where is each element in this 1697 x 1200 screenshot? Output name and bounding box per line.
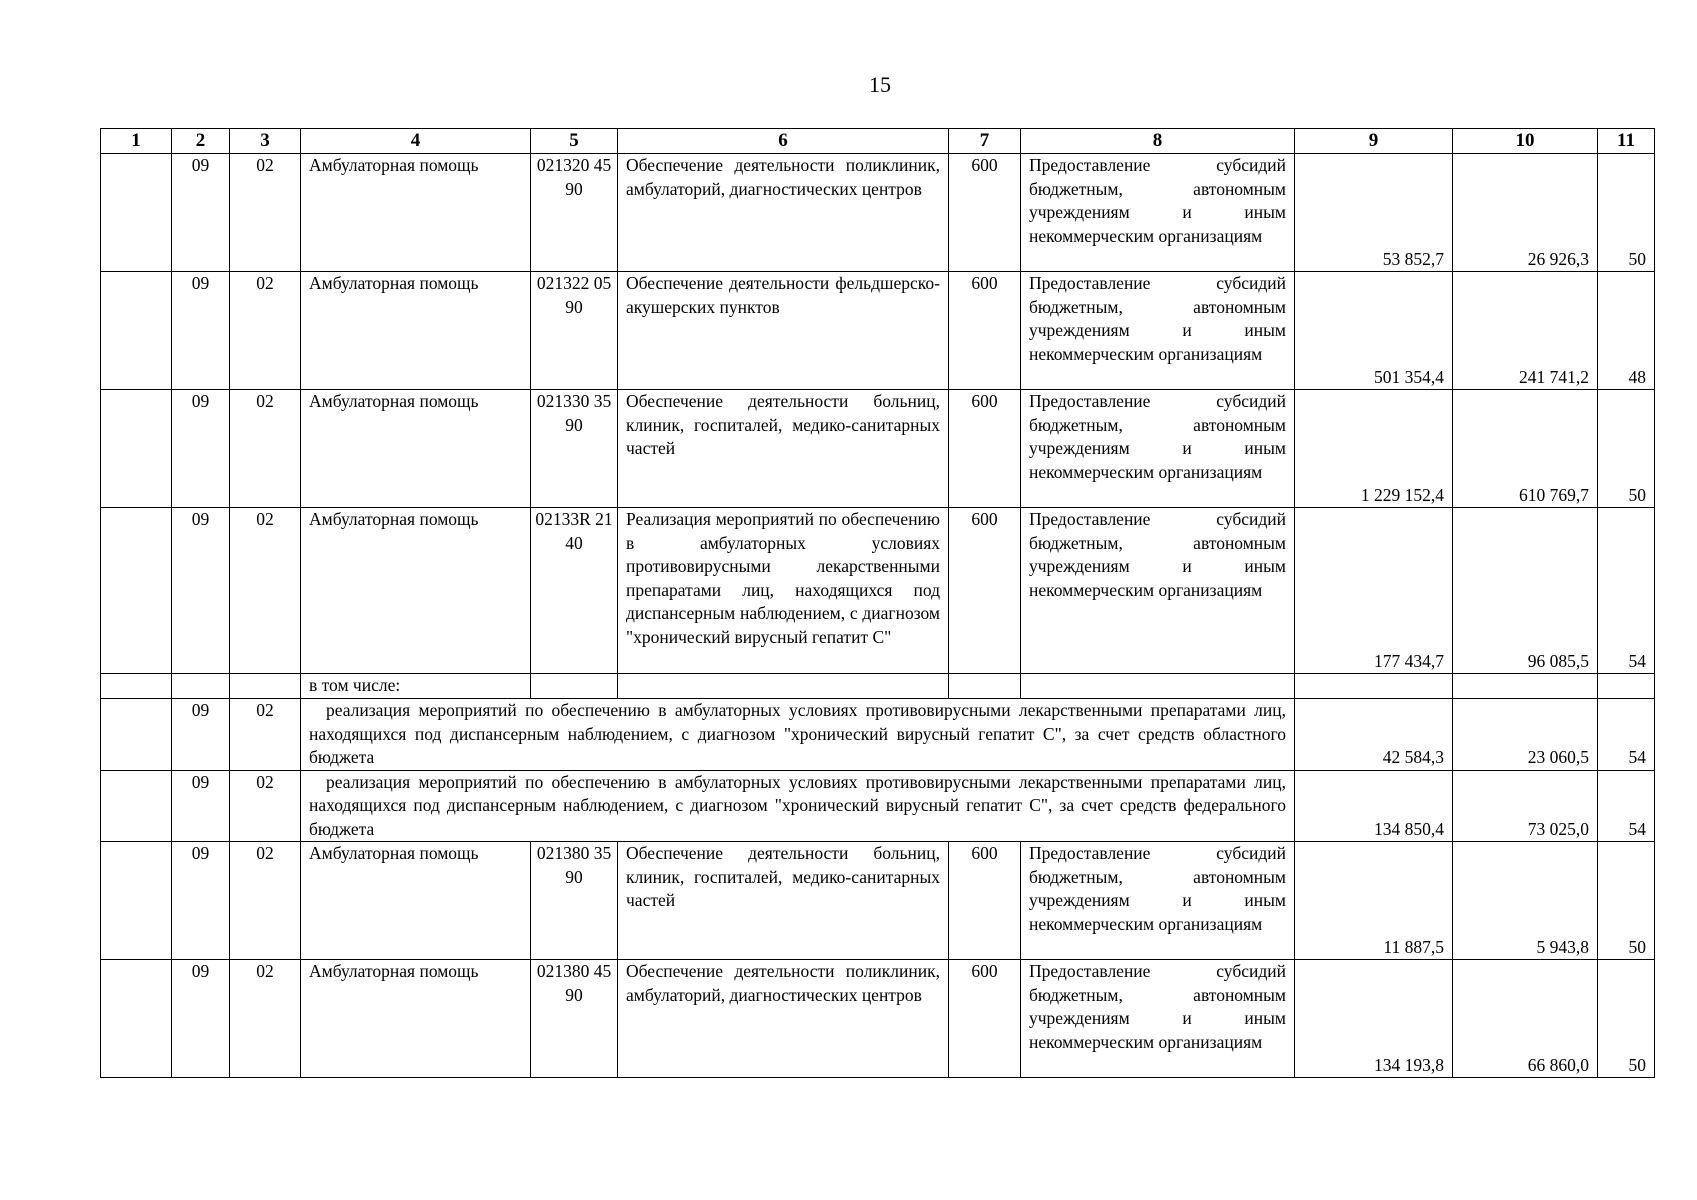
target-article-name-cell: Обеспечение деятельности больниц, клиник, госпиталей, медико-санитарных частей: [618, 390, 949, 508]
subsection-name-cell: Амбулаторная помощь: [301, 508, 531, 674]
target-article-cell: 021380 3590: [531, 842, 618, 960]
header-cell: 1: [101, 129, 172, 154]
target-article-name-cell: Обеспечение деятельности фельдшерско-акушерских пунктов: [618, 272, 949, 390]
header-cell: 7: [949, 129, 1021, 154]
expense-type-name-cell: Предоставление субсидий бюджетным, автономным учреждениям и иным некоммерческим организациям: [1021, 508, 1295, 674]
table-row: [101, 390, 1655, 508]
amount-cell: 23 060,5: [1453, 699, 1598, 771]
table-cell: [101, 508, 172, 674]
target-article-name-cell: Обеспечение деятельности больниц, клиник, госпиталей, медико-санитарных частей: [618, 842, 949, 960]
expense-type-cell: 600: [949, 390, 1021, 508]
table-cell: [101, 960, 172, 1078]
subsection-name-cell: Амбулаторная помощь: [301, 272, 531, 390]
expense-type-name-cell: Предоставление субсидий бюджетным, автономным учреждениям и иным некоммерческим организациям: [1021, 390, 1295, 508]
subsection-code-cell: [230, 674, 301, 699]
section-code-cell: 09: [172, 508, 230, 674]
amount-cell: 96 085,5: [1453, 508, 1598, 674]
table-row: [101, 508, 1655, 674]
target-article-name-cell: Обеспечение деятельности поликлиник, амбулаторий, диагностических центров: [618, 154, 949, 272]
section-code-cell: 09: [172, 699, 230, 771]
page-number: 15: [869, 72, 891, 97]
amount-cell: 11 887,5: [1295, 842, 1453, 960]
table-cell: [531, 674, 618, 699]
subsection-code-cell: 02: [230, 508, 301, 674]
section-code-cell: 09: [172, 960, 230, 1078]
section-code-cell: 09: [172, 272, 230, 390]
percent-cell: 54: [1598, 508, 1655, 674]
header-cell: 9: [1295, 129, 1453, 154]
expense-type-cell: 600: [949, 154, 1021, 272]
section-code-cell: 09: [172, 770, 230, 842]
header-cell: 2: [172, 129, 230, 154]
header-cell: 11: [1598, 129, 1655, 154]
subsection-code-cell: 02: [230, 960, 301, 1078]
subsection-code-cell: 02: [230, 842, 301, 960]
amount-cell: 1 229 152,4: [1295, 390, 1453, 508]
target-article-cell: 021380 4590: [531, 960, 618, 1078]
target-article-name-cell: Реализация мероприятий по обеспечению в амбулаторных условиях противовирусными лекарственными препаратами лиц, находящихся под диспансерным наблюдением, с диагнозом "хронический вирусный гепатит С": [618, 508, 949, 674]
table-cell: [949, 674, 1021, 699]
table-row: [101, 674, 1655, 699]
percent-cell: 50: [1598, 842, 1655, 960]
amount-cell: 53 852,7: [1295, 154, 1453, 272]
table-cell: [101, 154, 172, 272]
amount-cell: 134 850,4: [1295, 770, 1453, 842]
table-row: [101, 842, 1655, 960]
table-cell: [101, 674, 172, 699]
expense-type-cell: 600: [949, 508, 1021, 674]
subsection-name-cell: Амбулаторная помощь: [301, 154, 531, 272]
percent-cell: 50: [1598, 390, 1655, 508]
expense-type-name-cell: Предоставление субсидий бюджетным, автономным учреждениям и иным некоммерческим организациям: [1021, 272, 1295, 390]
header-cell: 5: [531, 129, 618, 154]
table-row: [101, 770, 1655, 842]
header-cell: 8: [1021, 129, 1295, 154]
table-cell: [101, 272, 172, 390]
target-article-cell: 021330 3590: [531, 390, 618, 508]
section-code-cell: [172, 674, 230, 699]
subsection-name-cell: Амбулаторная помощь: [301, 390, 531, 508]
table-row: [101, 699, 1655, 771]
including-label: в том числе:: [301, 674, 531, 699]
table-cell: [101, 699, 172, 771]
subitem-description-cell: реализация мероприятий по обеспечению в амбулаторных условиях противовирусными лекарственными препаратами лиц, находящихся под диспансерным наблюдением, с диагнозом "хронический вирусный гепатит С", за счет средств федерального бюджета: [301, 770, 1295, 842]
section-code-cell: 09: [172, 154, 230, 272]
amount-cell: 66 860,0: [1453, 960, 1598, 1078]
subsection-name-cell: Амбулаторная помощь: [301, 960, 531, 1078]
section-code-cell: 09: [172, 390, 230, 508]
header-cell: 4: [301, 129, 531, 154]
subsection-code-cell: 02: [230, 699, 301, 771]
expense-type-cell: 600: [949, 960, 1021, 1078]
table-cell: [101, 842, 172, 960]
subsection-name-cell: Амбулаторная помощь: [301, 842, 531, 960]
header-cell: 3: [230, 129, 301, 154]
subsection-code-cell: 02: [230, 390, 301, 508]
header-cell: 10: [1453, 129, 1598, 154]
amount-cell: 5 943,8: [1453, 842, 1598, 960]
expense-type-name-cell: Предоставление субсидий бюджетным, автономным учреждениям и иным некоммерческим организациям: [1021, 842, 1295, 960]
table-cell: [1021, 674, 1295, 699]
table-cell: [1453, 674, 1598, 699]
header-row: [101, 129, 1655, 154]
amount-cell: 134 193,8: [1295, 960, 1453, 1078]
subsection-code-cell: 02: [230, 770, 301, 842]
amount-cell: 501 354,4: [1295, 272, 1453, 390]
table-row: [101, 272, 1655, 390]
target-article-cell: 021322 0590: [531, 272, 618, 390]
subsection-code-cell: 02: [230, 272, 301, 390]
expense-type-cell: 600: [949, 272, 1021, 390]
table-cell: [101, 390, 172, 508]
table-cell: [618, 674, 949, 699]
budget-table: [100, 128, 1655, 1078]
percent-cell: 50: [1598, 960, 1655, 1078]
table-row: [101, 960, 1655, 1078]
expense-type-name-cell: Предоставление субсидий бюджетным, автономным учреждениям и иным некоммерческим организациям: [1021, 154, 1295, 272]
expense-type-name-cell: Предоставление субсидий бюджетным, автономным учреждениям и иным некоммерческим организациям: [1021, 960, 1295, 1078]
percent-cell: 54: [1598, 770, 1655, 842]
header-cell: 6: [618, 129, 949, 154]
amount-cell: 177 434,7: [1295, 508, 1453, 674]
target-article-cell: 021320 4590: [531, 154, 618, 272]
expense-type-cell: 600: [949, 842, 1021, 960]
table-row: [101, 154, 1655, 272]
amount-cell: 241 741,2: [1453, 272, 1598, 390]
amount-cell: 26 926,3: [1453, 154, 1598, 272]
table-cell: [1295, 674, 1453, 699]
subsection-code-cell: 02: [230, 154, 301, 272]
target-article-name-cell: Обеспечение деятельности поликлиник, амбулаторий, диагностических центров: [618, 960, 949, 1078]
table-cell: [1598, 674, 1655, 699]
table-cell: [101, 770, 172, 842]
subitem-description-cell: реализация мероприятий по обеспечению в амбулаторных условиях противовирусными лекарственными препаратами лиц, находящихся под диспансерным наблюдением, с диагнозом "хронический вирусный гепатит С", за счет средств областного бюджета: [301, 699, 1295, 771]
percent-cell: 50: [1598, 154, 1655, 272]
section-code-cell: 09: [172, 842, 230, 960]
amount-cell: 73 025,0: [1453, 770, 1598, 842]
amount-cell: 42 584,3: [1295, 699, 1453, 771]
percent-cell: 54: [1598, 699, 1655, 771]
amount-cell: 610 769,7: [1453, 390, 1598, 508]
target-article-cell: 02133R 2140: [531, 508, 618, 674]
percent-cell: 48: [1598, 272, 1655, 390]
